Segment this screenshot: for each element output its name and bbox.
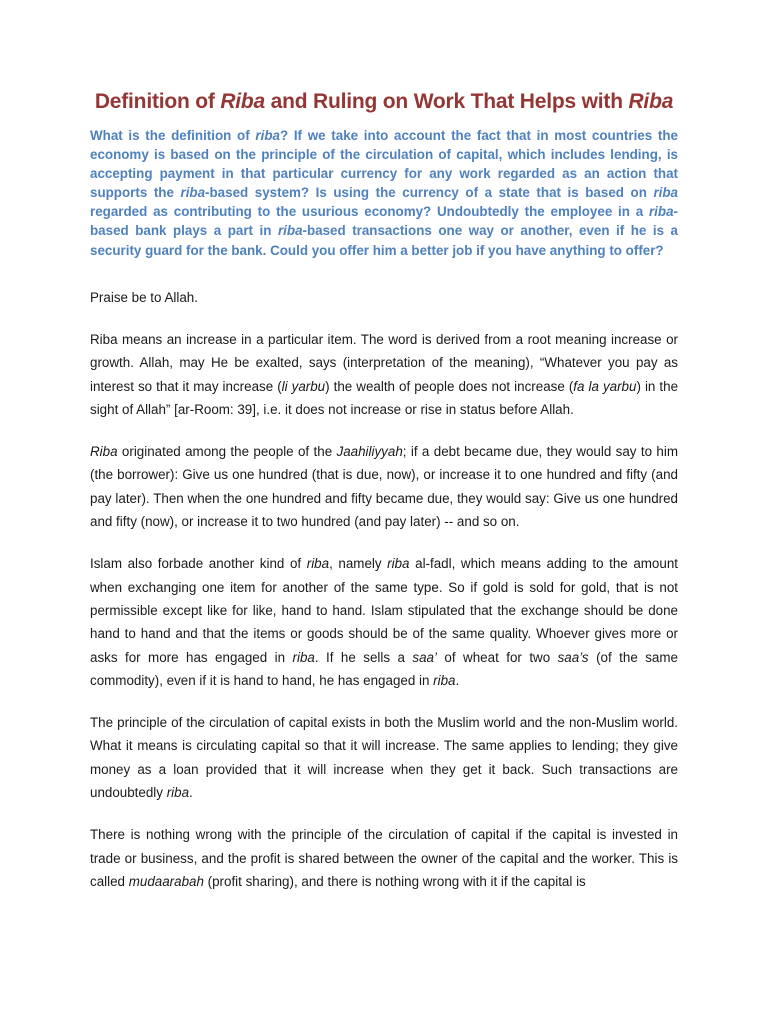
praise-paragraph: Praise be to Allah. [90, 289, 198, 305]
body-paragraph-riba-al-fadl: Islam also forbade another kind of riba, namely riba al-fadl, which means adding to the amount when exchanging one item for another of the same type. So if gold is sold for gold, that is not permissible except like for like, hand to hand. Islam stipulated that the exchange should be done hand to hand and that the items or goods should be of the same quality. Whoever gives more or asks for more has engaged in riba. If he sells a saa’ of wheat for two saa’s (of the same commodity), even if it is hand to hand, he has engaged in riba. [90, 556, 678, 688]
body-paragraph-origin: Riba originated among the people of the Jaahiliyyah; if a debt became due, they would say to him (the borrower): Give us one hundred (that is due, now), or increase it to one hundred and fifty (and pay later). Then when the one hundred and fifty became due, they would say: Give us one hundred and fifty (now), or increase it to two hundred (and pay later) -- and so on. [90, 444, 678, 530]
question-paragraph: What is the definition of riba? If we take into account the fact that in most countries the economy is based on the principle of the circulation of capital, which includes lending, is accepting payment in that particular currency for any work regarded as an action that supports the riba-based system? Is using the currency of a state that is based on riba regarded as contributing to the usurious economy? Undoubtedly the employee in a riba-based bank plays a part in riba-based transactions one way or another, even if he is a security guard for the bank. Could you offer him a better job if you have anything to offer? [90, 128, 678, 258]
body-paragraph-circulation: The principle of the circulation of capital exists in both the Muslim world and the non-Muslim world. What it means is circulating capital so that it will increase. The same applies to lending; they give money as a loan provided that it will increase when they get it back. Such transactions are undoubtedly riba. [90, 715, 678, 800]
body-paragraph-mudaarabah: There is nothing wrong with the principle of the circulation of capital if the capital is invested in trade or business, and the profit is shared between the owner of the capital and the worker. This is called mudaarabah (profit sharing), and there is nothing wrong with it if the capital is [90, 827, 678, 889]
body-paragraph-definition: Riba means an increase in a particular item. The word is derived from a root meaning increase or growth. Allah, may He be exalted, says (interpretation of the meaning), “Whatever you pay as interest so that it may increase (li yarbu) the wealth of people does not increase (fa la yarbu) in the sight of Allah” [ar-Room: 39], i.e. it does not increase or rise in status before Allah. [90, 331, 679, 417]
title-emphasis: Riba [628, 90, 674, 113]
document-title: Definition of Riba and Ruling on Work That Helps with Riba [94, 90, 674, 113]
title-emphasis: Riba [220, 90, 266, 113]
